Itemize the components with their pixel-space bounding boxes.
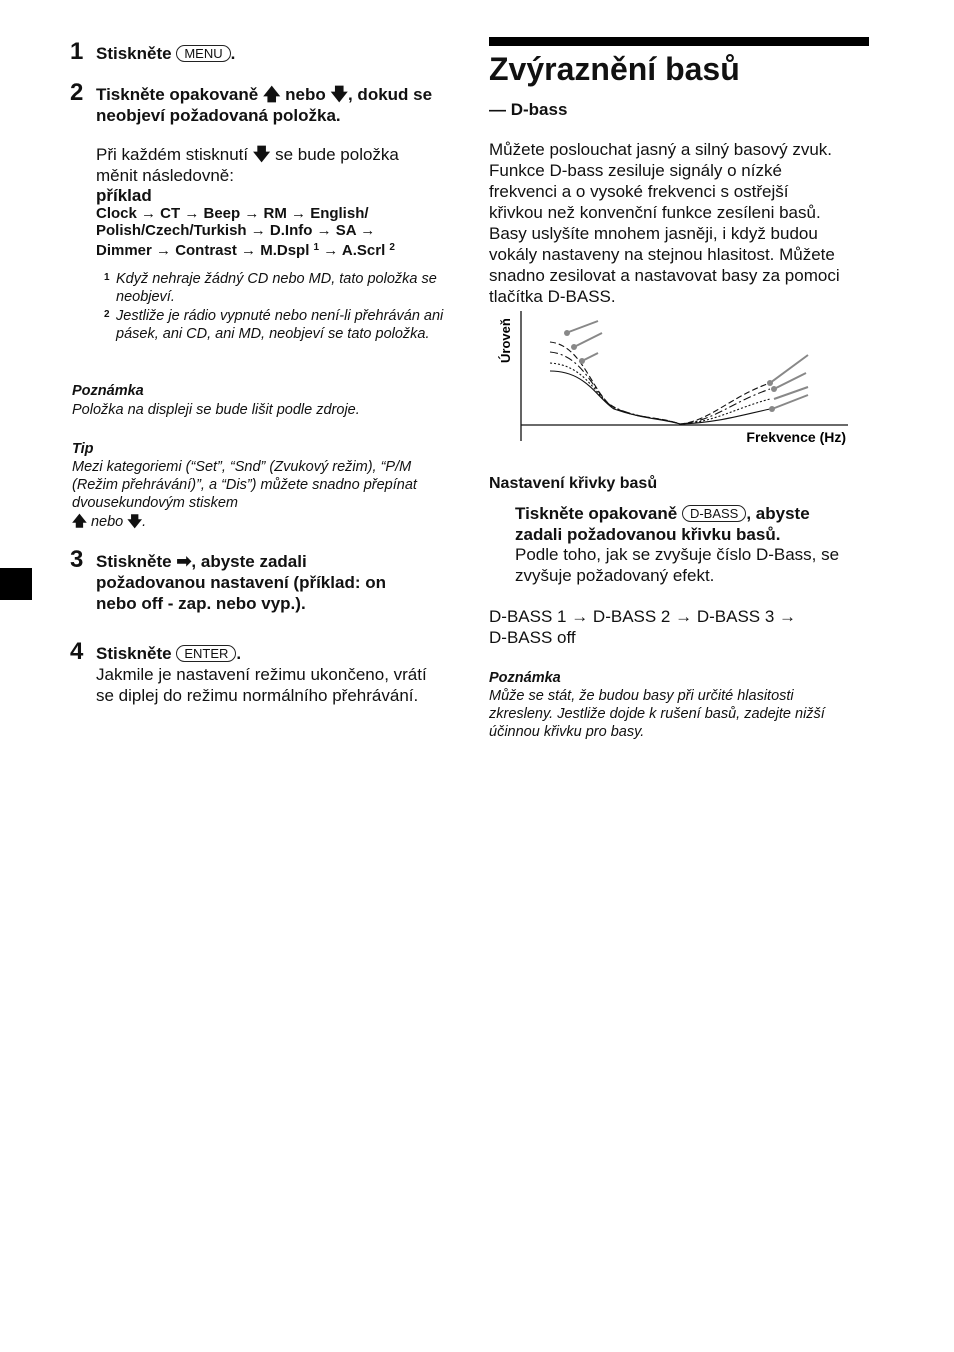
page-subtitle: — D-bass [489, 100, 568, 119]
menu-key: MENU [176, 45, 230, 62]
arrow-down-icon: 🡇 [127, 514, 143, 530]
intro-line: Funkce D-bass zesiluje signály o nízké [489, 161, 782, 180]
sequence-line3 [96, 239, 395, 259]
note-text: Položka na displeji se bude lišit podle zdroje. [72, 402, 360, 418]
graph-ylabel: Úroveň [498, 318, 513, 363]
sequence-line3-b: → A.Scrl [323, 242, 386, 259]
footnote-mark-2: 2 [104, 309, 110, 320]
step-2-instruction-line2: neobjeví požadovaná položka. [96, 106, 341, 125]
tip-line4: 🡅 nebo 🡇. [72, 514, 147, 530]
page-title: Zvýraznění basů [489, 51, 740, 87]
step-3-line2: požadovanou nastavení (příklad: on [96, 573, 386, 592]
tip-line1: Mezi kategoriemi (“Set”, “Snd” (Zvukový režim), “P/M [72, 459, 412, 475]
step-4-text: Stiskněte [96, 644, 172, 663]
step-2-body-b: se bude položka [275, 145, 399, 164]
pointer-line [574, 333, 602, 347]
note-title: Poznámka [72, 383, 144, 399]
step-number-2: 2 [70, 79, 84, 106]
intro-line: Basy uslyšíte mnohem jasněji, i když budou [489, 224, 818, 243]
intro-line: frekvenci a o vysoké frekvenci s ostřejší [489, 182, 789, 201]
step-3-text-b: , abyste zadali [191, 552, 307, 571]
tip-line2: (Režim přehrávání)”, a “Dis”) můžete snadno přepínat [72, 477, 417, 493]
curve-dbass-1 [550, 363, 770, 424]
footnote-ref-2: 2 [389, 242, 395, 253]
right-note-line1: Může se stát, že budou basy při určité hlasitosti [489, 688, 794, 704]
arrow-down-icon: 🡇 [252, 145, 271, 164]
step-2-instruction-line1 [96, 84, 432, 105]
pointer-line [566, 321, 598, 333]
step-number-1: 1 [70, 38, 84, 65]
step-2-body-line1 [96, 144, 399, 165]
step-3-text-a: Stiskněte [96, 552, 172, 571]
section-tab-marker [0, 568, 32, 600]
graph-xlabel: Frekvence (Hz) [746, 429, 846, 445]
intro-line: Můžete poslouchat jasný a silný basový zvuk. [489, 140, 833, 159]
footnote-text-1: Když nehraje žádný CD nebo MD, tato položka se neobjeví. [116, 271, 437, 305]
step-4-body-line2: se diplej do režimu normálního přehrávání. [96, 686, 419, 705]
pointer-line [770, 355, 808, 383]
dbass-body-line1: Podle toho, jak se zvyšuje číslo D-Bass, se [515, 545, 840, 564]
right-note-line3: účinnou křivku pro basy. [489, 724, 645, 740]
dbass-curve-graph [490, 305, 860, 455]
step-2-text-b: nebo [285, 85, 326, 104]
intro-line: tlačítka D-BASS. [489, 287, 616, 306]
dbass-sequence-line2: D-BASS off [489, 628, 576, 647]
step-1-text: Stiskněte [96, 44, 172, 63]
curve-dbass-off [550, 371, 770, 424]
step-2-body-line2: měnit následovně: [96, 166, 234, 185]
tip-line4-text: nebo [90, 514, 124, 530]
curve-dbass-3 [550, 342, 770, 424]
intro-line: křivkou než konvenční funkce zesíleni basů. [489, 203, 821, 222]
intro-line: snadno zesilovat a nastavovat basy za pomoci [489, 266, 840, 285]
step-2-text-a: Tiskněte opakovaně [96, 85, 259, 104]
dbass-instruction-text-a: Tiskněte opakovaně [515, 504, 678, 523]
sequence-line3-a: Dimmer → Contrast → M.Dspl [96, 242, 310, 259]
footnote-mark-1: 1 [104, 272, 110, 283]
right-note-title: Poznámka [489, 670, 561, 686]
footnote-ref-1: 1 [313, 242, 320, 253]
example-label: příklad [96, 186, 152, 205]
step-4-body-line1: Jakmile je nastavení režimu ukončeno, vrátí [96, 665, 427, 684]
curve-marker [767, 380, 773, 386]
curve-marker [579, 358, 585, 364]
step-2-body-a: Při každém stisknutí [96, 145, 249, 164]
section-title: Nastavení křivky basů [489, 475, 658, 492]
curve-marker [771, 386, 777, 392]
curve-marker [571, 344, 577, 350]
dbass-instruction-line2: zadali požadovanou křivku basů. [515, 525, 781, 544]
step-4-instruction: Stiskněte ENTER . [96, 644, 242, 663]
arrow-up-icon: 🡅 [72, 514, 87, 530]
tip-line3: dvousekundovým stiskem [72, 495, 239, 511]
footnote-text-2: Jestliže je rádio vypnuté nebo není-li přehráván ani pásek, ani CD, ani MD, neobjeví se tato položka. [116, 308, 444, 342]
step-2-text-c: , dokud se [347, 85, 433, 104]
dbass-instruction-line1 [515, 503, 810, 524]
sequence-line2: Polish/Czech/Turkish → D.Info → SA → [96, 222, 376, 239]
right-note-line2: zkresleny. Jestliže dojde k rušení basů, zadejte nižší [489, 706, 825, 722]
dbass-body-line2: zvyšuje požadovaný efekt. [515, 566, 715, 585]
arrow-right-icon: ➡ [176, 551, 192, 571]
intro-paragraph [489, 139, 879, 307]
sequence-line1: Clock → CT → Beep → RM → English/ [96, 205, 369, 222]
curve-marker [564, 330, 570, 336]
curve-marker [769, 406, 775, 412]
intro-line: vokály nastaveny na stejnou hlasitost. Můžete [489, 245, 835, 264]
step-number-4: 4 [70, 638, 84, 665]
dbass-sequence-line1: D-BASS 1 → D-BASS 2 → D-BASS 3 → [489, 607, 797, 626]
dbass-key: D-BASS [682, 505, 746, 522]
step-1-instruction: Stiskněte MENU . [96, 44, 236, 63]
step-3-line3: nebo off - zap. nebo vyp.). [96, 594, 306, 613]
tip-title: Tip [72, 441, 94, 457]
arrow-up-icon: 🡅 [262, 85, 281, 104]
step-number-3: 3 [70, 546, 84, 573]
enter-key: ENTER [176, 645, 236, 662]
step-3-line1 [96, 551, 307, 572]
dbass-instruction-text-b: , abyste [746, 504, 810, 523]
arrow-down-icon: 🡇 [330, 85, 348, 104]
title-rule [489, 37, 869, 46]
